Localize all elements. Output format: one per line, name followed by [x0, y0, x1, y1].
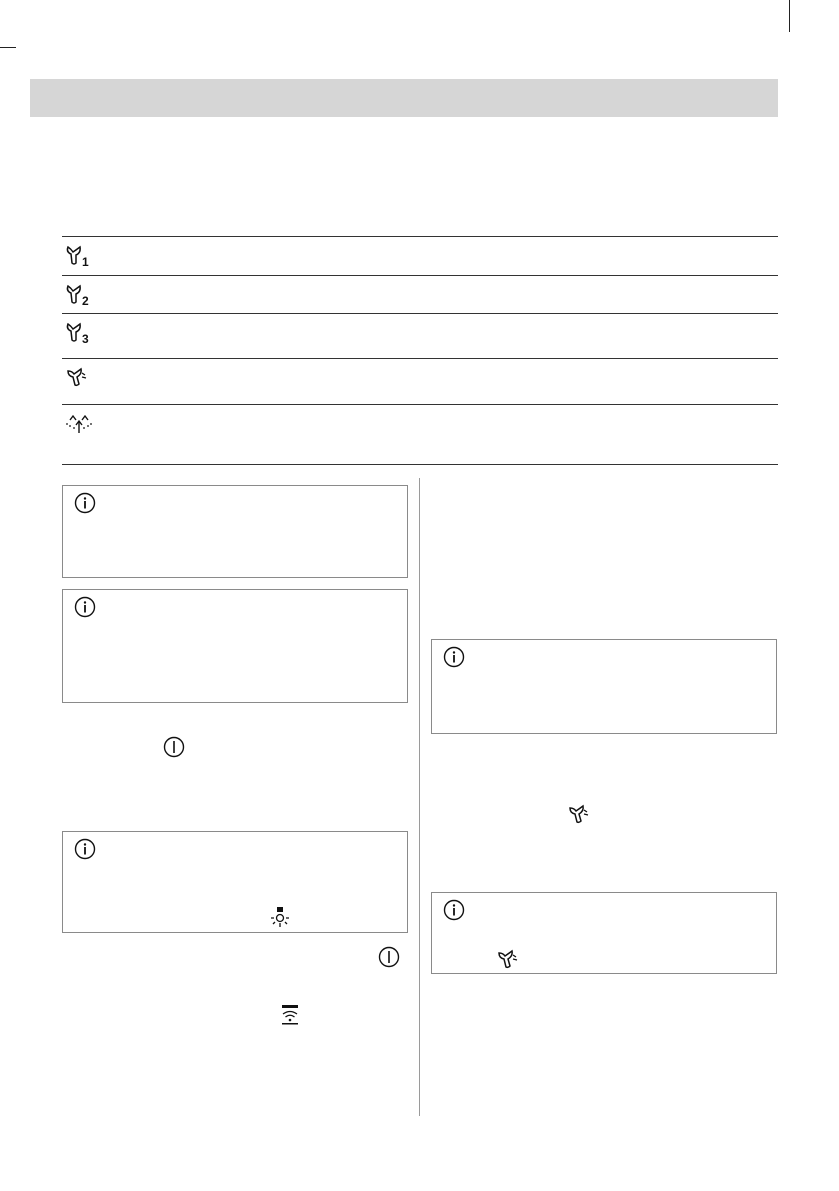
info-note	[431, 639, 777, 734]
power-icon	[378, 946, 400, 968]
info-note	[62, 831, 408, 933]
hob2hood-icon	[279, 1003, 301, 1025]
info-note	[62, 589, 408, 703]
fan-speed-3-icon	[62, 318, 96, 348]
table-row	[62, 358, 778, 404]
svg-text:1: 1	[82, 255, 89, 269]
crop-mark-horizontal	[0, 47, 16, 48]
fan-boost-icon	[62, 363, 96, 393]
info-circle-icon	[443, 646, 465, 668]
light-icon	[269, 906, 291, 928]
info-note	[431, 892, 777, 974]
table-row	[62, 313, 778, 358]
section-header-bar	[30, 79, 778, 117]
info-circle-icon	[74, 838, 96, 860]
table-row	[62, 236, 778, 275]
info-circle-icon	[74, 492, 96, 514]
info-circle-icon	[74, 596, 96, 618]
fan-speed-1-icon	[62, 241, 96, 271]
info-note	[62, 485, 408, 578]
fan-speed-table	[62, 236, 778, 465]
power-icon	[163, 736, 185, 758]
info-circle-icon	[443, 899, 465, 921]
fan-boost-icon	[495, 947, 521, 971]
fan-speed-2-icon	[62, 280, 96, 310]
column-divider	[419, 478, 420, 1116]
crop-mark-vertical	[789, 0, 790, 32]
svg-text:3: 3	[82, 332, 89, 346]
fan-boost-icon	[566, 802, 592, 826]
breeze-icon	[62, 409, 96, 439]
table-row	[62, 275, 778, 313]
table-row	[62, 404, 778, 465]
svg-text:2: 2	[82, 294, 89, 308]
